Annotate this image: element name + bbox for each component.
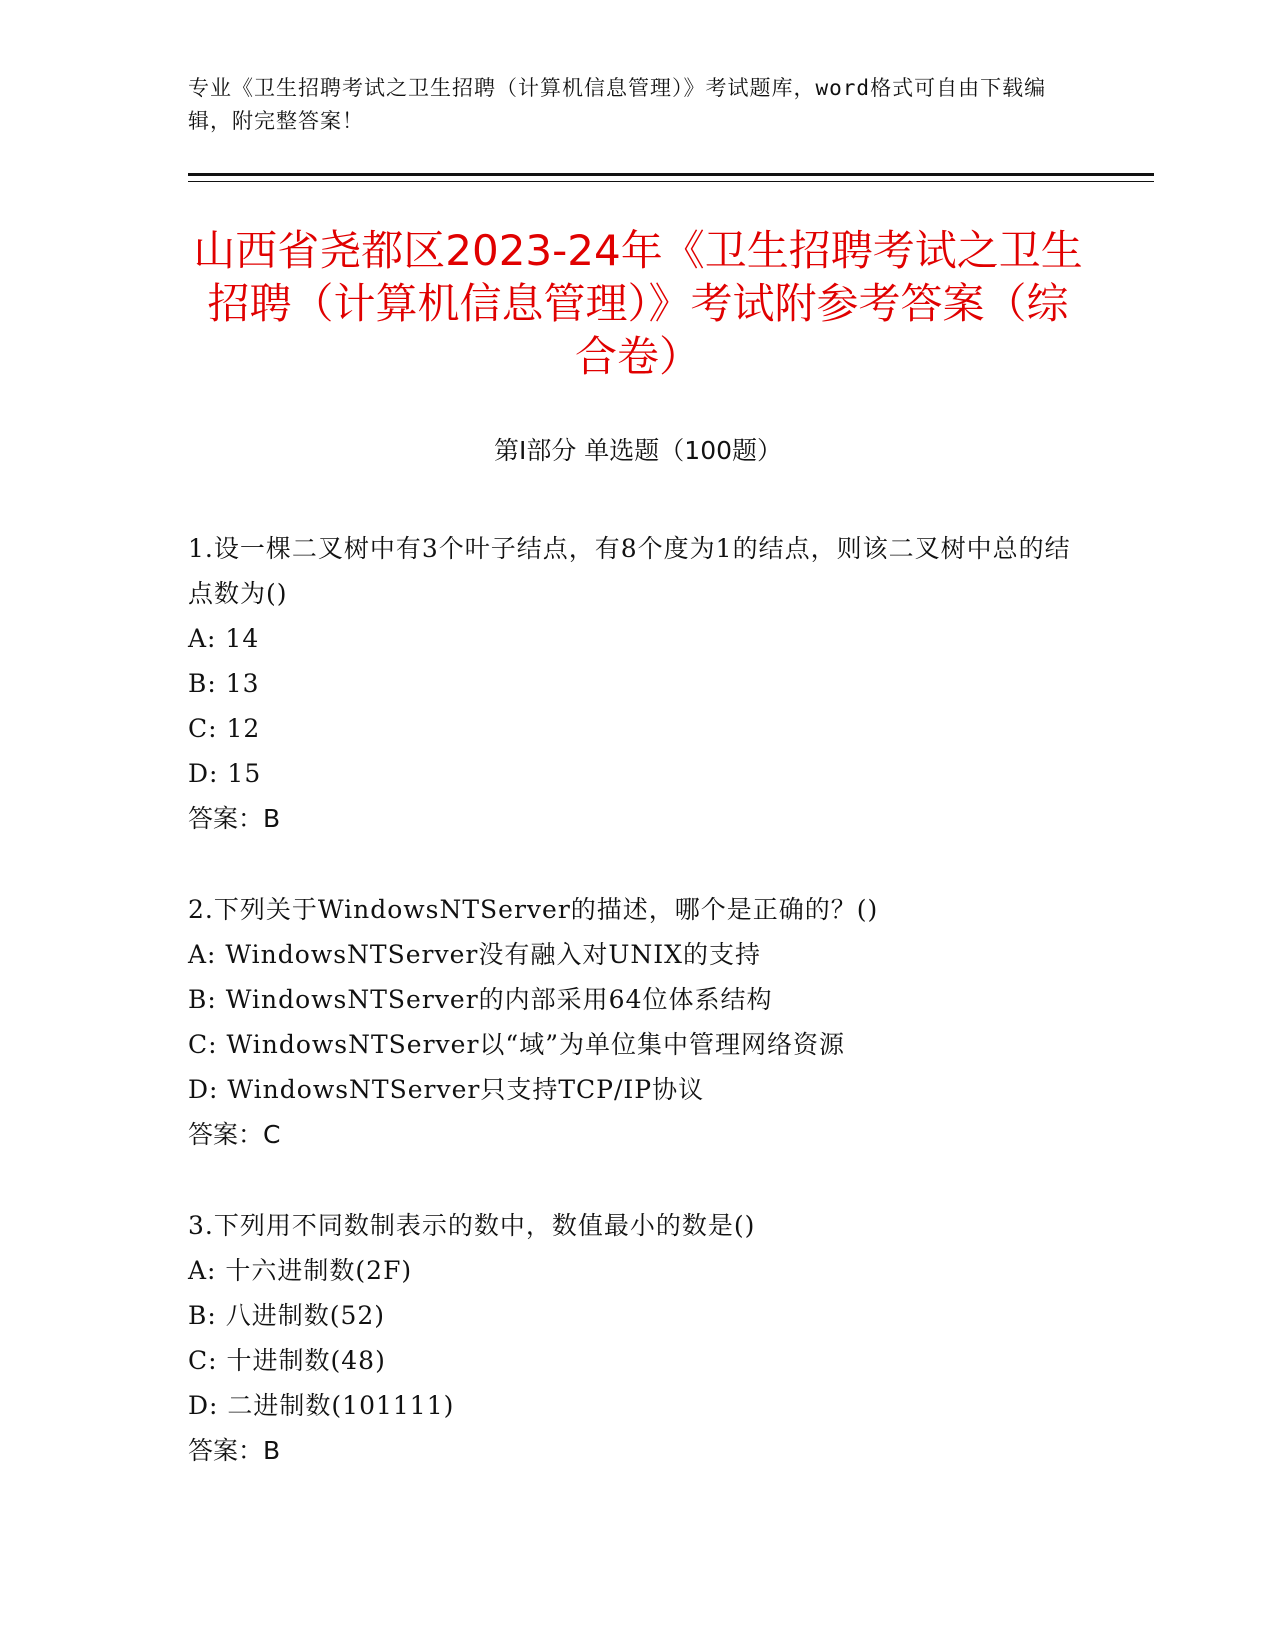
option-b: B: WindowsNTServer的内部采用64位体系结构 — [188, 985, 773, 1014]
question-2 — [188, 887, 1088, 1157]
answer: 答案：B — [188, 804, 281, 833]
question-stem: 2.下列关于WindowsNTServer的描述，哪个是正确的？() — [188, 895, 879, 924]
header-divider-thin — [188, 181, 1154, 182]
option-a: A: WindowsNTServer没有融入对UNIX的支持 — [188, 940, 761, 969]
answer: 答案：B — [188, 1436, 281, 1465]
question-stem: 1.设一棵二叉树中有3个叶子结点，有8个度为1的结点，则该二叉树中总的结点数为() — [188, 534, 1071, 608]
option-d: D: 二进制数(101111) — [188, 1391, 455, 1420]
question-1 — [188, 526, 1088, 841]
header-divider-thick — [188, 173, 1154, 176]
option-c: C: 十进制数(48) — [188, 1346, 386, 1375]
option-a: A: 14 — [188, 624, 260, 653]
option-c: C: 12 — [188, 714, 261, 743]
question-3 — [188, 1203, 1088, 1473]
option-d: D: 15 — [188, 759, 262, 788]
question-list — [188, 526, 1088, 1519]
option-a: A: 十六进制数(2F) — [188, 1256, 413, 1285]
option-c: C: WindowsNTServer以“域”为单位集中管理网络资源 — [188, 1030, 845, 1059]
option-b: B: 八进制数(52) — [188, 1301, 386, 1330]
question-stem: 3.下列用不同数制表示的数中，数值最小的数是() — [188, 1211, 756, 1240]
option-d: D: WindowsNTServer只支持TCP/IP协议 — [188, 1075, 705, 1104]
document-title: 山西省尧都区2023-24年《卫生招聘考试之卫生招聘（计算机信息管理）》考试附参考答案（综合卷） — [193, 226, 1083, 381]
option-b: B: 13 — [188, 669, 260, 698]
section-title: 第I部分 单选题（100题） — [493, 436, 783, 465]
answer: 答案：C — [188, 1120, 281, 1149]
header-note: 专业《卫生招聘考试之卫生招聘（计算机信息管理）》考试题库，word格式可自由下载编辑，附完整答案！ — [188, 76, 1047, 133]
